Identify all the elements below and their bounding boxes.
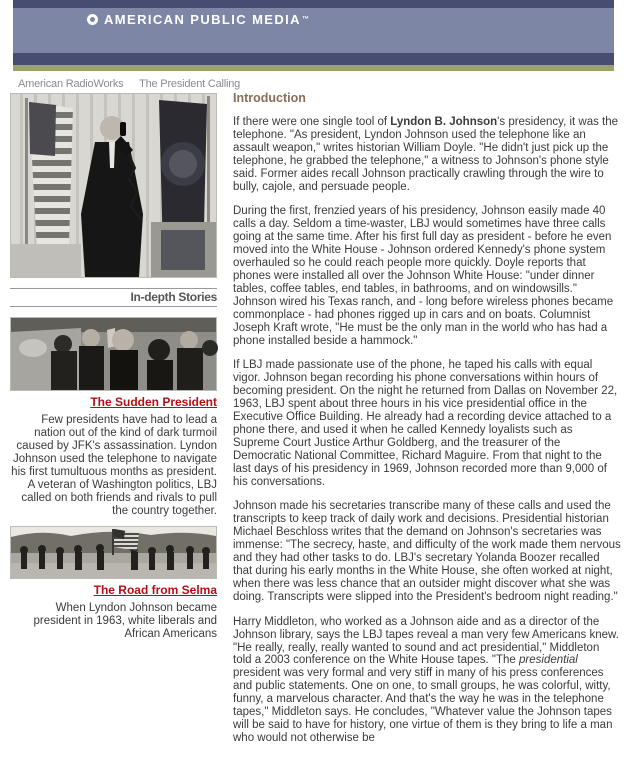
- intro-paragraph-5: [233, 616, 621, 745]
- main-content: [233, 91, 621, 757]
- story-teaser-sudden-president: Few presidents have had to lead a nation out of the kind of dark turmoil caused by JFK's assassination. Lyndon Johnson used the telephone to navigate his first tumultuous months as president. A veteran of Washington politics, LBJ called on both friends and rivals to pull the country together.: [11, 414, 217, 517]
- divider-line: [10, 288, 217, 289]
- in-depth-stories-heading: In-depth Stories: [130, 290, 217, 304]
- p1-post: 's presidency, it was the telephone. "As president, Lyndon Johnson used the telephone like an assault weapon," writes historian William Doyle. "He didn't just pick up the telephone, he grabbed the telephone," a witness to Johnson's phone style said. Former aides recall Johnson practically crawling through the wire to bully, cajole, and persuade people.: [233, 116, 619, 193]
- p5-post: president was very formal and very stiff in many of his press conferences and public statements. One on one, to small groups, he was colorful, witty, funny, a marvelous character. And that's the way he was in the telephone tapes," Middleton says. He concludes, "Whatever value the Johnson tapes will be said to have for history, one virtue of them is they bring to life a man who would not otherwise be: [233, 667, 613, 744]
- nav-link-the-president-calling[interactable]: The President Calling: [139, 78, 241, 90]
- header-green-stripe: [13, 65, 614, 71]
- breadcrumb: [18, 78, 253, 90]
- introduction-heading: Introduction: [233, 91, 306, 105]
- p5-pre: Harry Middleton, who worked as a Johnson aide and as a director of the Johnson library, says the LBJ tapes reveal a man very few Americans knew. "He really, really, really wanted to sound and act presidential," Middleton told a 2003 conference on the White House tapes. "The: [233, 615, 619, 667]
- apm-circle-icon: [87, 14, 98, 25]
- story-link-the-sudden-president[interactable]: The Sudden President: [90, 395, 217, 409]
- intro-paragraph-1: [233, 116, 621, 193]
- header-bottom-bar: [13, 53, 614, 65]
- logo-text: AMERICAN PUBLIC MEDIA: [104, 12, 301, 27]
- p1-bold-lyndon-b-johnson: Lyndon B. Johnson: [390, 116, 498, 128]
- story-teaser-road-from-selma: When Lyndon Johnson became president in 1963, white liberals and African Americans: [33, 602, 217, 640]
- sidebar: [10, 93, 217, 641]
- lbj-swearing-in-photo: [10, 317, 217, 391]
- header-top-bar: [13, 0, 614, 8]
- nav-link-american-radioworks[interactable]: American RadioWorks: [18, 78, 124, 90]
- intro-paragraph-2: During the first, frenzied years of his presidency, Johnson easily made 40 calls a day. Seldom a time-waster, LBJ would sometimes have three calls going at the same time. After his first full day as president - before he even moved into the White House - Johnson ordered Kennedy's phone system overhauled so he could reach people more quickly. Doyle reports that phones were installed all over the Johnson White House: "under dinner tables, coffee tables, end tables, in bathrooms, and on windowsills." Johnson wired his Texas ranch, and - long before wireless phones became commonplace - had phones rigged up in cars and on boats. Columnist Joseph Kraft wrote, "He must be the only man in the world who has had a phone installed beside a hammock.": [233, 205, 614, 347]
- lbj-on-telephone-photo: [10, 93, 217, 278]
- story-link-the-road-from-selma[interactable]: The Road from Selma: [93, 583, 217, 597]
- intro-paragraph-3: If LBJ made passionate use of the phone, he taped his calls with equal vigor. Johnson began recording his phone conversations within hours of becoming president. On the night he returned from Dallas on November 22, 1963, LBJ spent about three hours in his vice presidential office in the Executive Office Building. He already had a recording device attached to a phone there, and used it when he called Kennedy loyalists such as Supreme Court Justice Arthur Goldberg, and the treasurer of the Democratic National Committee, Richard Maguire. From that night to the last days of his presidency in 1969, Johnson recorded more than 9,000 of his conversations.: [233, 359, 618, 488]
- divider-line: [10, 306, 217, 307]
- american-public-media-logo[interactable]: [87, 12, 309, 27]
- selma-march-photo: [10, 526, 217, 579]
- p1-pre: If there were one single tool of: [233, 116, 391, 128]
- p5-italic-presidential: presidential: [519, 654, 578, 667]
- trademark-symbol: ™: [301, 16, 309, 23]
- intro-paragraph-4: Johnson made his secretaries transcribe many of these calls and used the transcripts to keep track of daily work and decisions. Presidential historian Michael Beschloss writes that the demand on Johnson's secretaries was immense: "The secrecy, haste, and difficulty of the work made them nervous and they had other tasks to do. LBJ's secretary Yolanda Boozer recalled that during his early months in the White House, she often worked at night, when there was less chance that an outsider might discover what she was doing. Transcripts were slipped into the President's bedroom night reading.": [233, 500, 621, 603]
